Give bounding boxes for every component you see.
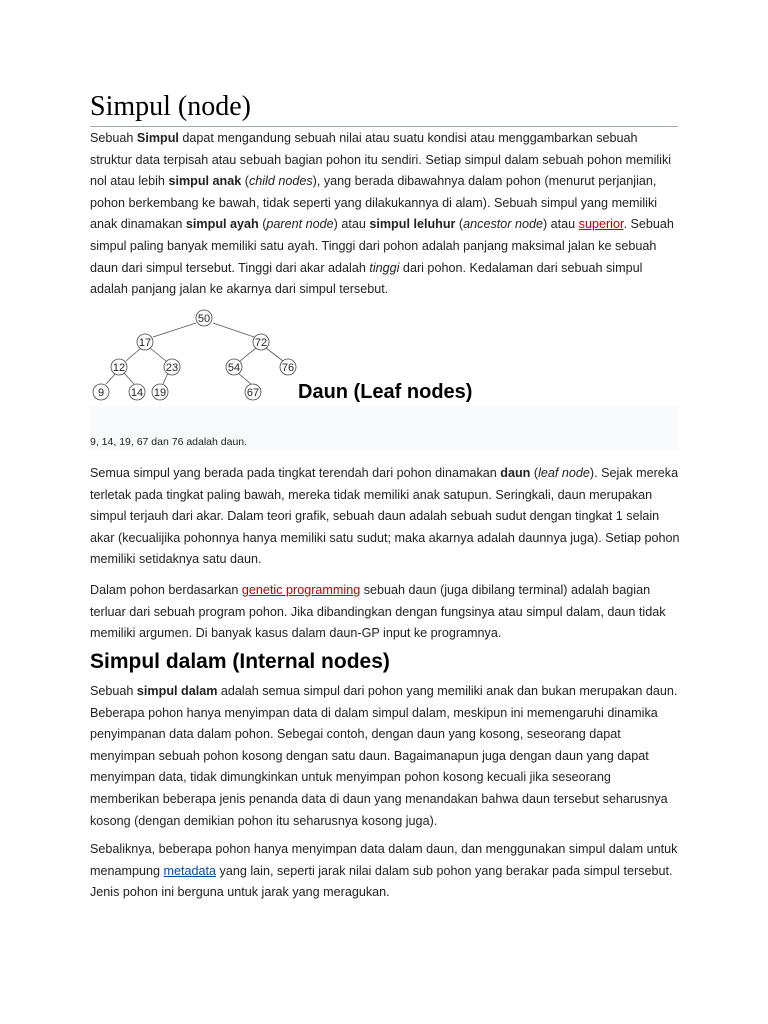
tree-node-label: 76 <box>281 362 295 374</box>
superior-link[interactable]: superior <box>578 217 624 232</box>
leaf-paragraph-2: Dalam pohon berdasarkan genetic programming sebuah daun (juga dibilang terminal) adalah bagian terluar dari sebuah program pohon. Jika dibandingkan dengan fungsinya atau simpul dalam, daun tidak memiliki argumen. Di banyak kasus dalam daun-GP input ke programnya. <box>90 583 666 641</box>
tree-node-label: 12 <box>112 362 126 374</box>
metadata-link[interactable]: metadata <box>163 863 217 878</box>
intro-paragraph: Sebuah Simpul dapat mengandung sebuah nilai atau suatu kondisi atau menggambarkan sebuah struktur data terpisah atau sebuah bagian pohon itu sendiri. Setiap simpul dalam sebuah pohon memiliki nol atau lebih simpul anak (child nodes), yang berada dibawahnya dalam pohon (menurut perjanjian, pohon berkembang ke bawah, tidak seperti yang dilakukannya di alam). Sebuah simpul yang memiliki anak dinamakan simpul ayah (parent node) atau simpul leluhur (ancestor node) atau superior. Sebuah simpul paling banyak memiliki satu ayah. Tinggi dari pohon adalah panjang maksimal jalan ke sebuah daun dari simpul tersebut. Tinggi dari akar adalah tinggi dari pohon. Kedalaman dari sebuah simpul adalah panjang jalan ke akarnya dari simpul tersebut. <box>90 131 674 297</box>
tree-node-label: 23 <box>165 362 179 374</box>
tree-node-label: 9 <box>97 387 105 399</box>
internal-paragraph-2: Sebaliknya, beberapa pohon hanya menyimpan data dalam daun, dan menggunakan simpul dalam untuk menampung metadata yang lain, seperti jarak nilai dalam sub pohon yang berakar pada simpul tersebut. Jenis pohon ini berguna untuk jarak yang meragukan. <box>90 842 678 900</box>
tree-caption: 9, 14, 19, 67 dan 76 adalah daun. <box>90 436 248 448</box>
tree-node-label: 17 <box>138 337 152 349</box>
tree-node-label: 19 <box>153 387 167 399</box>
internal-paragraph-1: Sebuah simpul dalam adalah semua simpul dari pohon yang memiliki anak dan bukan merupakan daun. Beberapa pohon hanya menyimpan data di dalam simpul dalam, meskipun ini memengaruhi dinamika penyimpanan data dalam pohon. Sebegai contoh, dengan daun yang kosong, seseorang dapat menyimpan sebuah pohon kosong dengan satu daun. Bagaimanapun juga dengan daun yang dapat menyimpan data, tidak dimungkinkan untuk menyimpan pohon kosong kecuali jika seseorang memberikan beberapa jenis penanda data di daun yang menandakan bahwa daun tersebut seharusnya kosong (dengan demikian pohon itu seharusnya kosong juga). <box>90 684 678 828</box>
internal-heading: Simpul dalam (Internal nodes) <box>90 650 390 673</box>
tree-node-label: 54 <box>227 362 241 374</box>
tree-node-label: 50 <box>197 313 211 325</box>
page-title: Simpul (node) <box>90 88 678 127</box>
tree-node-label: 14 <box>130 387 144 399</box>
genetic-programming-link[interactable]: genetic programming <box>241 583 361 597</box>
leaf-paragraph-1: Semua simpul yang berada pada tingkat terendah dari pohon dinamakan daun (leaf node). Sejak mereka terletak pada tingkat paling bawah, mereka tidak memiliki anak satupun. Seringkali, daun merupakan simpul terjauh dari akar. Dalam teori grafik, sebuah daun adalah sebuah sudut dengan tingkat 1 selain akar (kecualijika pohonnya hanya memiliki satu sudut; maka akarnya adalah daunnya juga). Setiap pohon memiliki setidaknya satu daun. <box>90 466 680 567</box>
binary-tree-diagram <box>88 306 308 406</box>
tree-node-label: 72 <box>254 337 268 349</box>
tree-node-label: 67 <box>246 387 260 399</box>
leaf-heading: Daun (Leaf nodes) <box>298 381 473 403</box>
